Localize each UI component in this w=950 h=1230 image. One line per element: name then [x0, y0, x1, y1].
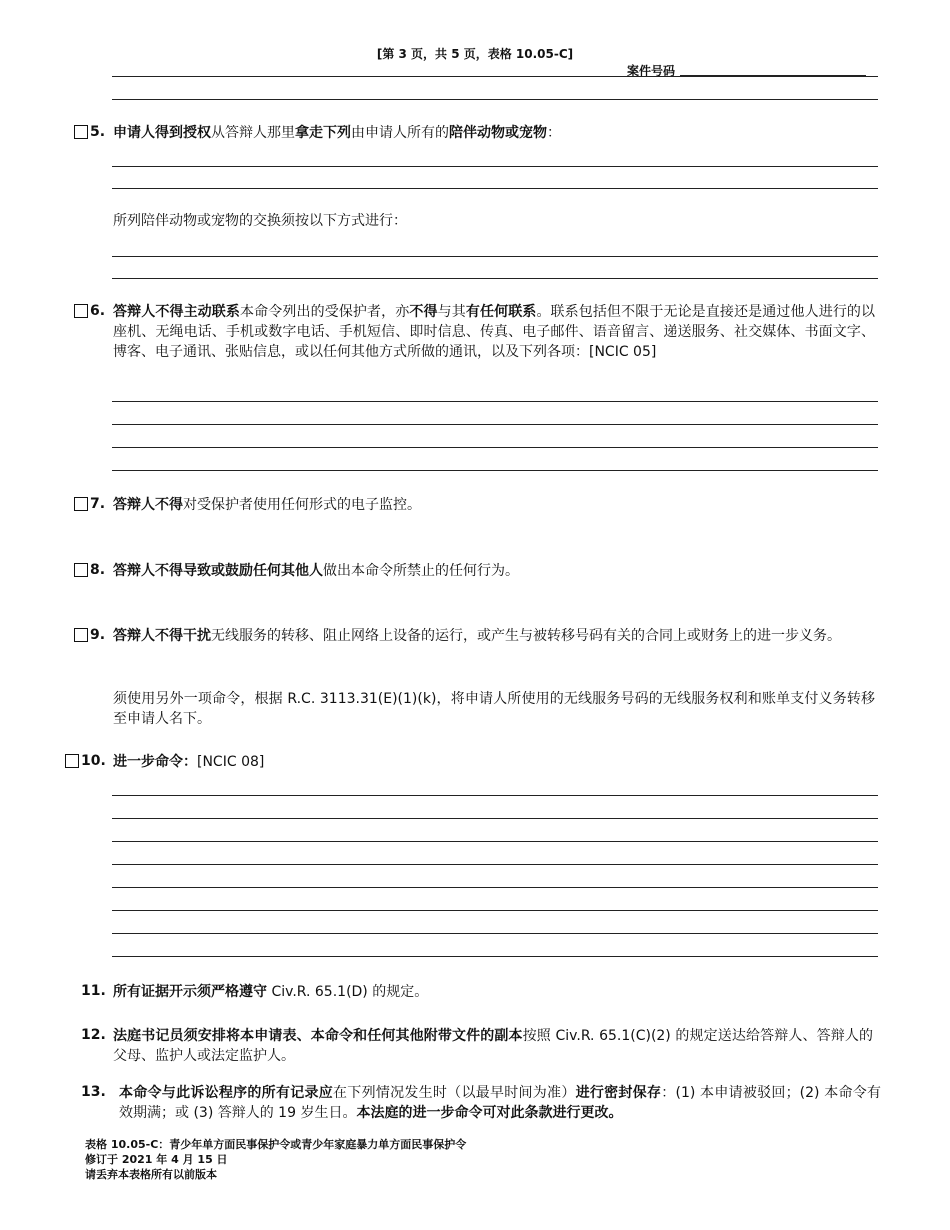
- item-7-text: 答辩人不得对受保护者使用任何形式的电子监控。: [113, 497, 421, 513]
- item-6-line[interactable]: [112, 401, 878, 402]
- item-12-text: 法庭书记员须安排将本申请表、本命令和任何其他附带文件的副本按照 Civ.R. 65.1(C)(2) 的规定送达给答辩人、答辩人的父母、监护人或法定监护人。: [113, 1028, 873, 1064]
- footer-form-title: 表格 10.05-C：青少年单方面民事保护令或青少年家庭暴力单方面民事保护令: [85, 1138, 467, 1151]
- item-9-checkbox[interactable]: [74, 628, 88, 642]
- item-10-text: 进一步命令：[NCIC 08]: [113, 754, 265, 770]
- item-10-line[interactable]: [112, 864, 878, 865]
- case-number-label: 案件号码: [627, 64, 676, 78]
- item-6-number: 6.: [90, 303, 106, 319]
- item-8-number: 8.: [90, 562, 106, 578]
- item-6-text: 答辩人不得主动联系本命令列出的受保护者，亦不得与其有任何联系。联系包括但不限于无论是直接还是通过他人进行的以座机、无绳电话、手机或数字电话、手机短信、即时信息、传真、电子邮件、语音留言、递送服务、社交媒体、书面文字、博客、电子通讯、张贴信息，或以任何其他方式所做的通讯，以及下列各项：[NCIC 05]: [113, 304, 876, 360]
- item-7-number: 7.: [90, 496, 106, 512]
- item-6-line[interactable]: [112, 424, 878, 425]
- item-10-number: 10.: [81, 753, 106, 769]
- item-9-note: 须使用另外一项命令，根据 R.C. 3113.31(E)(1)(k)，将申请人所使用的无线服务号码的无线服务权利和账单支付义务转移至申请人名下。: [113, 691, 875, 727]
- item-10-line[interactable]: [112, 910, 878, 911]
- item-10-line[interactable]: [112, 933, 878, 934]
- item-6-line[interactable]: [112, 447, 878, 448]
- page-info: [第 3 页，共 5 页，表格 10.05-C]: [376, 47, 574, 61]
- item-9-text: 答辩人不得干扰无线服务的转移、阻止网络上设备的运行，或产生与被转移号码有关的合同上或财务上的进一步义务。: [113, 628, 841, 644]
- footer-discard: 请丢弃本表格所有以前版本: [85, 1168, 217, 1181]
- item-6-checkbox[interactable]: [74, 304, 88, 318]
- item-11-text: 所有证据开示须严格遵守 Civ.R. 65.1(D) 的规定。: [113, 984, 429, 1000]
- item-11-number: 11.: [81, 983, 106, 999]
- footer-revised: 修订于 2021 年 4 月 15 日: [85, 1153, 228, 1166]
- item-10-line[interactable]: [112, 795, 878, 796]
- item-5-exchange-line[interactable]: [112, 256, 878, 257]
- header-rule: [112, 76, 878, 77]
- item-5-line[interactable]: [112, 166, 878, 167]
- item-7-checkbox[interactable]: [74, 497, 88, 511]
- item-5-text: 申请人得到授权从答辩人那里拿走下列由申请人所有的陪伴动物或宠物：: [113, 125, 561, 141]
- item-5-checkbox[interactable]: [74, 125, 88, 139]
- item-8-text: 答辩人不得导致或鼓励任何其他人做出本命令所禁止的任何行为。: [113, 563, 519, 579]
- item-10-line[interactable]: [112, 841, 878, 842]
- item-5-exchange-text: 所列陪伴动物或宠物的交换须按以下方式进行：: [113, 213, 407, 229]
- blank-line[interactable]: [112, 99, 878, 100]
- item-12-number: 12.: [81, 1027, 106, 1043]
- footer: [85, 1137, 466, 1182]
- item-5-number: 5.: [90, 124, 106, 140]
- item-9-number: 9.: [90, 627, 106, 643]
- item-5-exchange-line[interactable]: [112, 278, 878, 279]
- item-5-line[interactable]: [112, 188, 878, 189]
- item-10-checkbox[interactable]: [65, 754, 79, 768]
- item-10-line[interactable]: [112, 887, 878, 888]
- item-13-number: 13.: [81, 1084, 106, 1100]
- item-8-checkbox[interactable]: [74, 563, 88, 577]
- item-6-line[interactable]: [112, 470, 878, 471]
- item-10-line[interactable]: [112, 818, 878, 819]
- item-10-line[interactable]: [112, 956, 878, 957]
- item-13-text: 本命令与此诉讼程序的所有记录应在下列情况发生时（以最早时间为准）进行密封保存：(1) 本申请被驳回；(2) 本命令有效期满；或 (3) 答辩人的 19 岁生日。本法庭的进一步命令可对此条款进行更改。: [119, 1085, 882, 1121]
